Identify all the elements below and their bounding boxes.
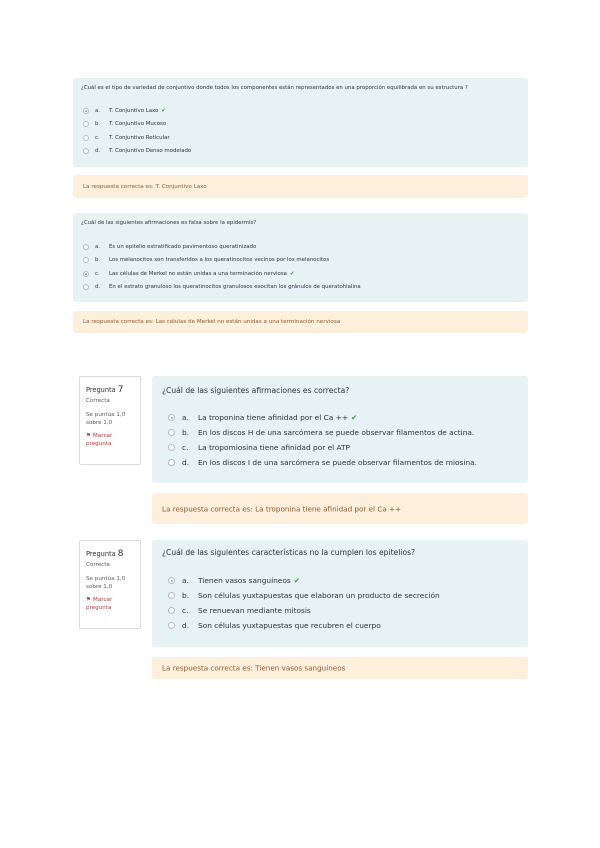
- radio-button[interactable]: [168, 607, 175, 614]
- question-text: ¿Cuál de las siguientes afirmaciones es correcta?: [162, 386, 350, 395]
- check-icon: ✔: [289, 270, 295, 277]
- question-number: Pregunta 7: [86, 385, 124, 395]
- radio-button[interactable]: [83, 135, 89, 141]
- answer-option-b[interactable]: b. T. Conjuntivo Mucoso: [83, 118, 191, 132]
- answer-option-d[interactable]: d. T. Conjuntivo Denso modelado: [83, 145, 191, 159]
- radio-button[interactable]: [168, 592, 175, 599]
- flag-question-link[interactable]: ⚑ Marcar pregunta: [86, 597, 113, 611]
- question-block-2: [73, 213, 528, 302]
- flag-icon: ⚑: [86, 597, 92, 603]
- question-state: Correcta: [86, 562, 110, 568]
- answer-option-c[interactable]: c. Se renuevan mediante mitosis: [168, 603, 440, 618]
- question-text: ¿Cuál de las siguientes afirmaciones es falsa sobre la epidermis?: [81, 220, 257, 226]
- answer-option-b[interactable]: b. En los discos H de una sarcómera se puede observar filamentos de actina.: [168, 425, 477, 440]
- question-info-7: [79, 376, 141, 465]
- answer-option-c[interactable]: c. Las células de Merkel no están unidas a una terminación nerviosa ✔: [83, 267, 361, 281]
- radio-button[interactable]: [83, 121, 89, 127]
- question-state: Correcta: [86, 398, 110, 404]
- feedback-text: La respuesta correcta es: T. Conjuntivo Laxo: [83, 183, 207, 190]
- question-score: Se puntúa 1,0 sobre 1,0: [86, 576, 126, 590]
- answer-option-b[interactable]: b. Los melanocitos son transferidos a los queratinocitos vecinos por los melanocitos: [83, 254, 361, 268]
- flag-icon: ⚑: [86, 433, 92, 439]
- answer-option-d[interactable]: d. Son células yuxtapuestas que recubren el cuerpo: [168, 618, 440, 633]
- answer-option-a[interactable]: a. T. Conjuntivo Laxo ✔: [83, 104, 191, 118]
- radio-button[interactable]: [168, 577, 175, 584]
- radio-button[interactable]: [168, 444, 175, 451]
- question-text: ¿Cuál de las siguientes características no la cumplen los epitelios?: [162, 548, 416, 557]
- radio-button[interactable]: [83, 244, 89, 250]
- feedback-box-1: [73, 175, 528, 198]
- feedback-text: La respuesta correcta es: Las células de Merkel no están unidas a una terminación nerviosa: [83, 319, 341, 325]
- answer-option-a[interactable]: a. Tienen vasos sanguíneos ✔: [168, 573, 440, 588]
- check-icon: ✔: [351, 413, 358, 422]
- radio-button[interactable]: [168, 459, 175, 466]
- answer-option-d[interactable]: d. En los discos I de una sarcómera se puede observar filamentos de miosina.: [168, 455, 477, 470]
- feedback-box-7: [152, 493, 528, 524]
- answer-option-c[interactable]: c. La tropomiosina tiene afinidad por el ATP: [168, 440, 477, 455]
- radio-button[interactable]: [168, 622, 175, 629]
- answer-option-a[interactable]: a. Es un epitelio estratificado pavimentoso queratinizado: [83, 240, 361, 254]
- feedback-text: La respuesta correcta es: La troponina tiene afinidad por el Ca ++: [162, 504, 402, 513]
- question-text: ¿Cuál es el tipo de variedad de conjuntivo donde todos los componentes están representados en una proporción equilibrada en su estructura ?: [81, 85, 468, 91]
- check-icon: ✔: [161, 107, 166, 114]
- check-icon: ✔: [293, 576, 300, 585]
- answer-option-b[interactable]: b. Son células yuxtapuestas que elaboran un producto de secreción: [168, 588, 440, 603]
- answer-option-c[interactable]: c. T. Conjuntivo Reticular: [83, 131, 191, 145]
- radio-button[interactable]: [168, 414, 175, 421]
- question-block-7: [152, 376, 528, 483]
- question-block-8: [152, 540, 528, 647]
- question-score: Se puntúa 1,0 sobre 1,0: [86, 412, 126, 426]
- radio-button[interactable]: [168, 429, 175, 436]
- question-number: Pregunta 8: [86, 549, 124, 559]
- radio-button[interactable]: [83, 108, 89, 114]
- answer-option-d[interactable]: d. En el estrato granuloso los queratinocitos granulosos exocitan los gránulos de queratohialina: [83, 281, 361, 295]
- feedback-box-2: [73, 311, 528, 333]
- radio-button[interactable]: [83, 284, 89, 290]
- radio-button[interactable]: [83, 257, 89, 263]
- question-info-8: [79, 540, 141, 629]
- flag-question-link[interactable]: ⚑ Marcar pregunta: [86, 433, 113, 447]
- question-block-1: [73, 78, 528, 167]
- feedback-text: La respuesta correcta es: Tienen vasos sanguíneos: [162, 663, 346, 673]
- radio-button[interactable]: [83, 271, 89, 277]
- radio-button[interactable]: [83, 148, 89, 154]
- answer-option-a[interactable]: a. La troponina tiene afinidad por el Ca ++ ✔: [168, 410, 477, 425]
- feedback-box-8: [152, 657, 528, 679]
